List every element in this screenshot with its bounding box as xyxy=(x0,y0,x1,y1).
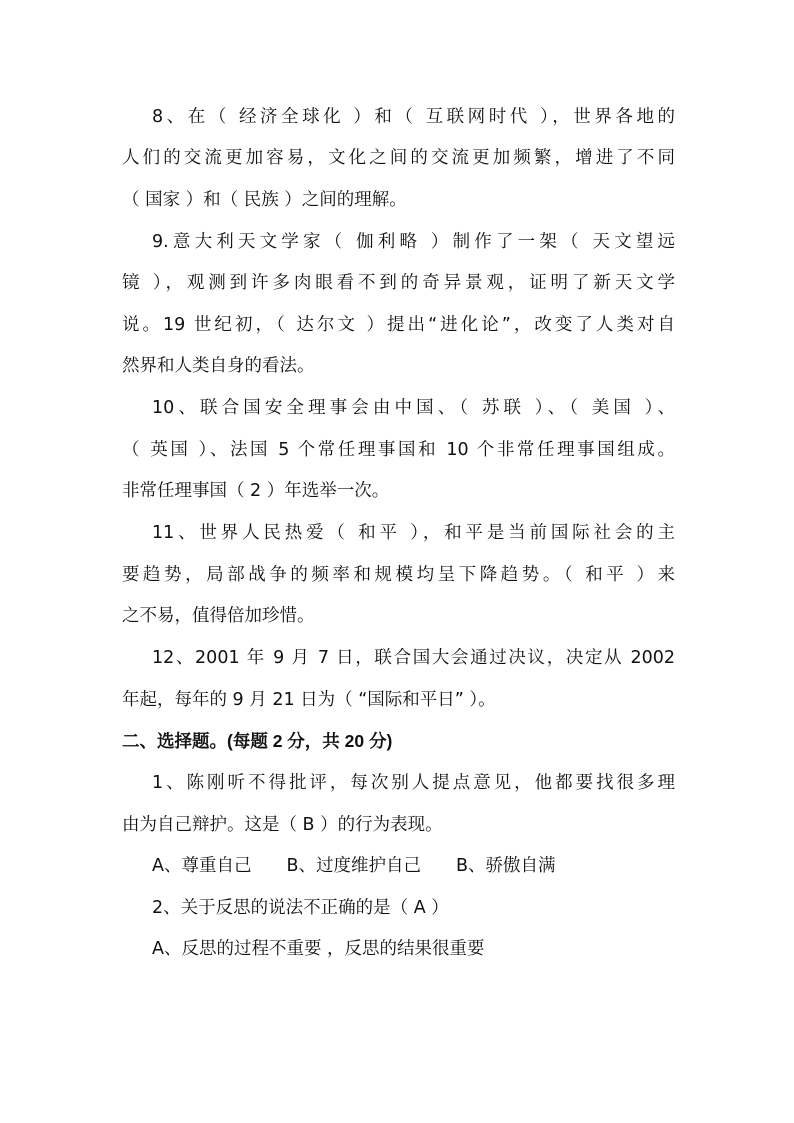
q12-line-1: 12、2001 年 9 月 7 日，联合国大会通过决议，决定从 2002 xyxy=(152,648,675,668)
q9-line-3: 说。19 世纪初，（ 达尔文 ）提出“进化论”，改变了人类对自 xyxy=(122,315,675,335)
q11-line-2: 要趋势，局部战争的频率和规模均呈下降趋势。（ 和平 ）来 xyxy=(122,565,675,585)
q9-line-4: 然界和人类自身的看法。 xyxy=(122,356,315,376)
q12-line-2: 年起，每年的 9 月 21 日为（ “国际和平日” ）。 xyxy=(122,690,496,710)
choice-q2-option-a: A、反思的过程不重要 ，反思的结果很重要 xyxy=(152,939,485,959)
choice-q2-stem: 2、关于反思的说法不正确的是（ A ） xyxy=(152,898,449,918)
q10-line-2: （ 英国 ）、法国 5 个常任理事国和 10 个非常任理事国组成。 xyxy=(122,440,675,460)
q10-line-3: 非常任理事国（ 2 ）年选举一次。 xyxy=(122,481,390,501)
q8-line-2: 人们的交流更加容易，文化之间的交流更加频繁，增进了不同 xyxy=(122,148,675,168)
choice-q1-line-2: 由为自己辩护。这是（ B ）的行为表现。 xyxy=(122,815,443,835)
choice-q1-line-1: 1、陈刚听不得批评，每次别人提点意见，他都要找很多理 xyxy=(152,773,675,793)
q11-line-3: 之不易，值得倍加珍惜。 xyxy=(122,606,315,626)
q8-line-3: （ 国家 ）和（ 民族 ）之间的理解。 xyxy=(122,190,407,210)
q9-line-1: 9.意大利天文学家（ 伽利略 ）制作了一架（ 天文望远 xyxy=(152,232,675,252)
choice-q1-options: A、尊重自己 B、过度维护自己 B、骄傲自满 xyxy=(152,856,556,876)
q11-line-1: 11、世界人民热爱（ 和平 ），和平是当前国际社会的主 xyxy=(152,523,675,543)
q9-line-2: 镜 ），观测到许多肉眼看不到的奇异景观，证明了新天文学 xyxy=(122,273,675,293)
section-heading-choice: 二、选择题。(每题 2 分，共 20 分) xyxy=(122,731,393,751)
q8-line-1: 8、在（ 经济全球化 ）和（ 互联网时代 ），世界各地的 xyxy=(152,107,675,127)
q10-line-1: 10、联合国安全理事会由中国、（ 苏联 ）、（ 美国 ）、 xyxy=(152,398,675,418)
